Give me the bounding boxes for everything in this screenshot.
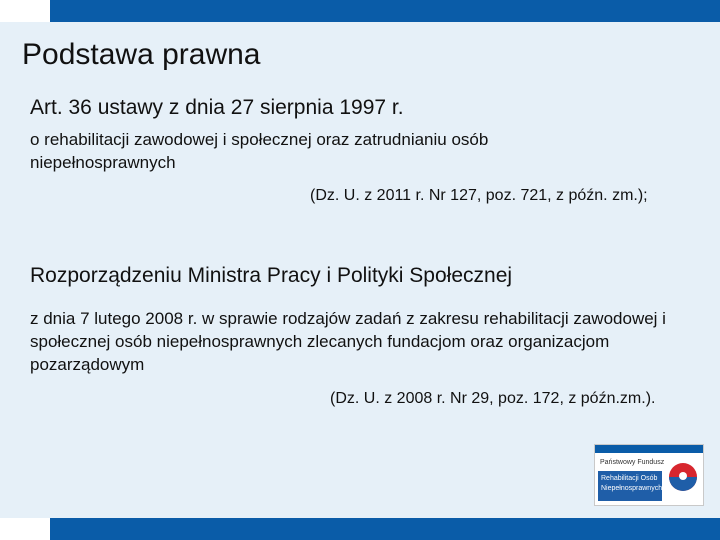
top-accent-bar bbox=[50, 0, 720, 22]
section2-heading: Rozporządzeniu Ministra Pracy i Polityki Społecznej bbox=[30, 264, 513, 287]
section2-reference: (Dz. U. z 2008 r. Nr 29, poz. 172, z późn.zm.). bbox=[330, 390, 656, 407]
slide-title: Podstawa prawna bbox=[22, 38, 261, 71]
pfron-logo bbox=[594, 444, 704, 506]
logo-stripe bbox=[595, 445, 703, 453]
section2-text: z dnia 7 lutego 2008 r. w sprawie rodzajów zadań z zakresu rehabilitacji zawodowej i społecznej osób niepełnosprawnych zlecanych fundacjom oraz organizacjom pozarządowym bbox=[30, 309, 666, 374]
section1-reference: (Dz. U. z 2011 r. Nr 127, poz. 721, z późn. zm.); bbox=[310, 187, 648, 204]
section1-text: o rehabilitacji zawodowej i społecznej oraz zatrudnianiu osób niepełnosprawnych bbox=[30, 130, 489, 172]
section1-heading: Art. 36 ustawy z dnia 27 sierpnia 1997 r. bbox=[30, 96, 404, 119]
logo-emblem-icon bbox=[669, 463, 697, 491]
logo-line2: Rehabilitacji Osób bbox=[601, 475, 658, 482]
logo-line1: Państwowy Fundusz bbox=[600, 459, 665, 466]
logo-line3: Niepełnosprawnych bbox=[601, 485, 663, 492]
bottom-accent-bar bbox=[50, 518, 720, 540]
